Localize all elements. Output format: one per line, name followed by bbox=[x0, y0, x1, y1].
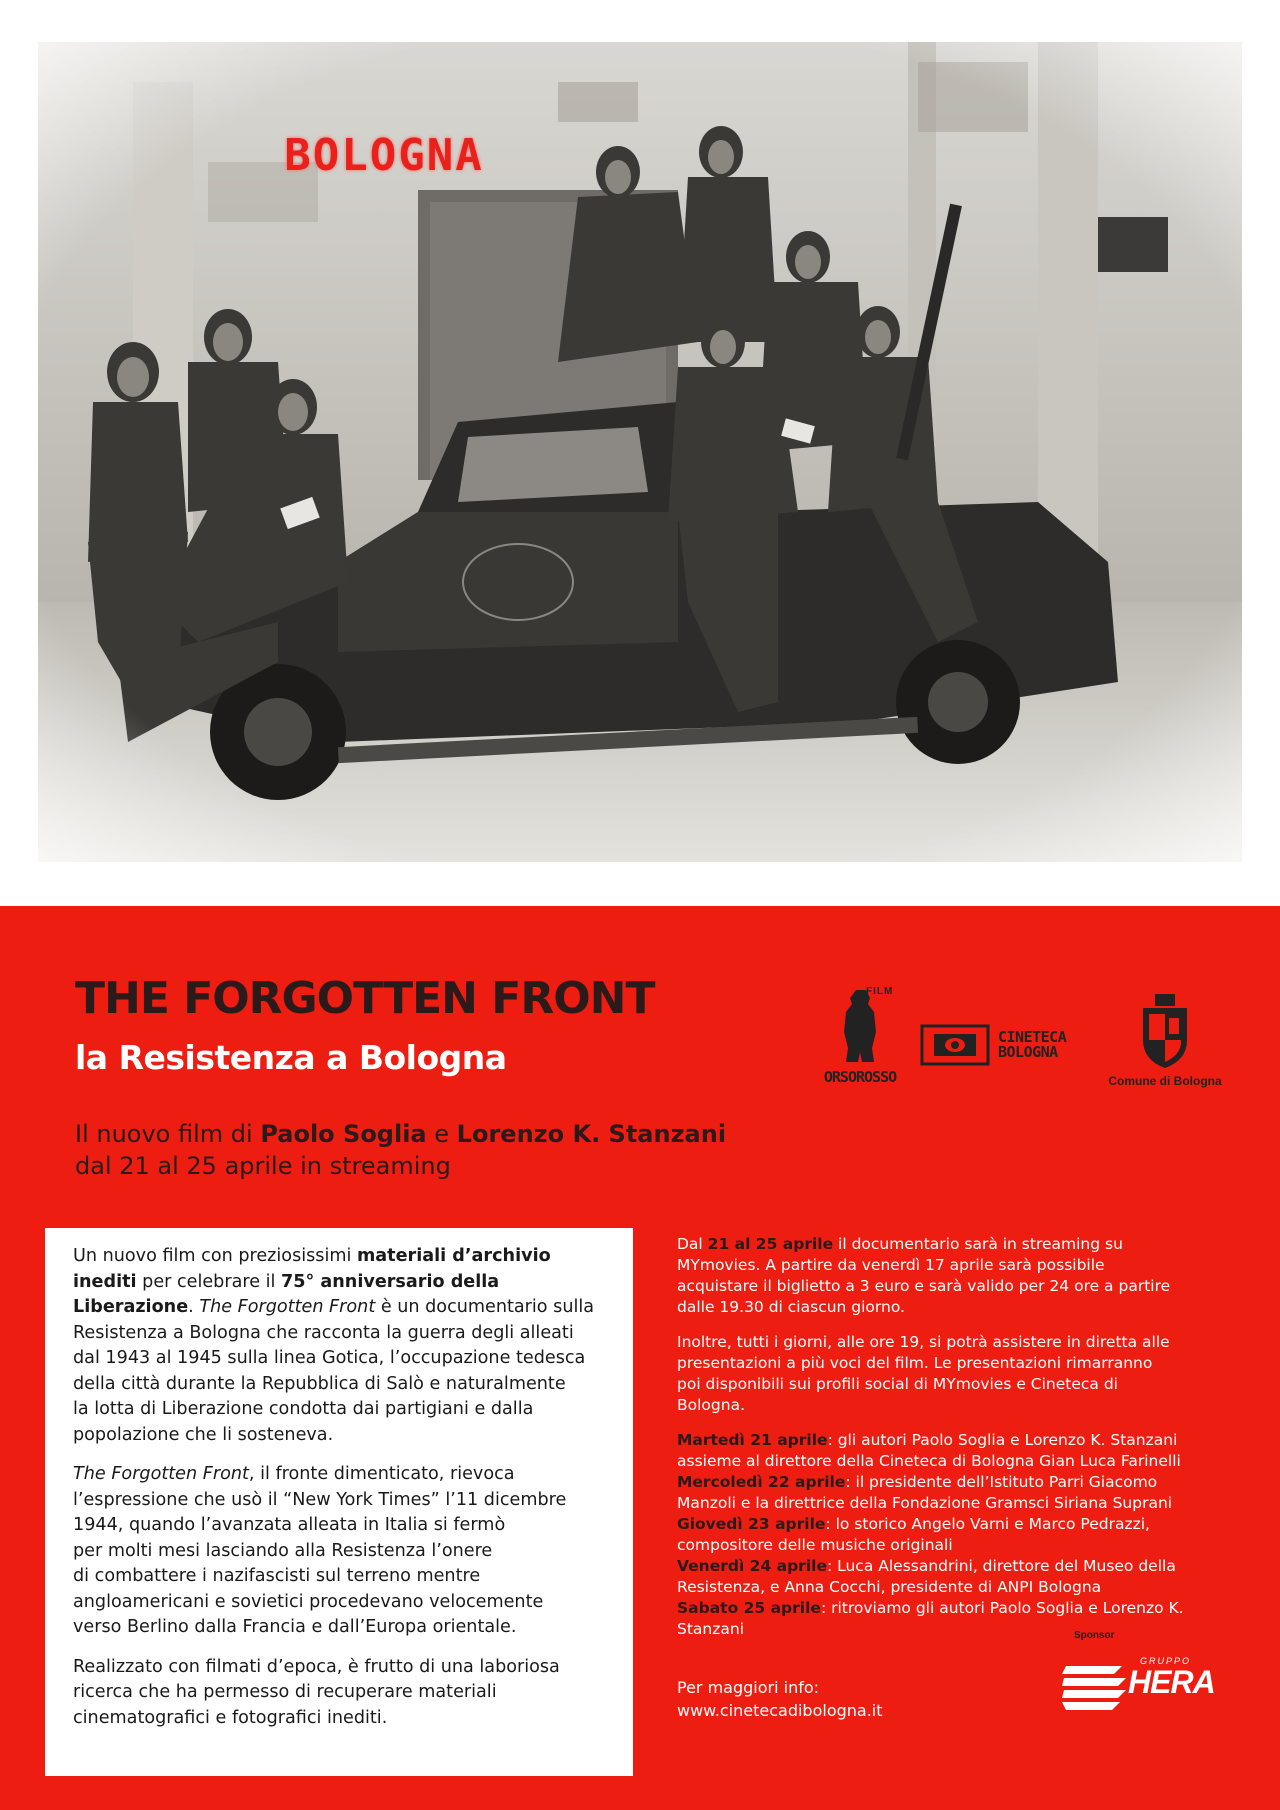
presentation-schedule bbox=[677, 1430, 1237, 1640]
bologna-station-sign: BOLOGNA bbox=[284, 129, 484, 181]
cineteca-line-2: BOLOGNA bbox=[998, 1043, 1058, 1061]
orsorosso-logo bbox=[820, 988, 900, 1086]
director-1: Paolo Soglia bbox=[260, 1120, 427, 1148]
schedule-item: Giovedì 23 aprile: lo storico Angelo Varni e Marco Pedrazzi, compositore delle musiche originali bbox=[677, 1515, 1150, 1554]
sponsor-label: Sponsor bbox=[1074, 1630, 1115, 1641]
hera-group-label: GRUPPO bbox=[1140, 1656, 1192, 1666]
partner-logos bbox=[800, 976, 1230, 1126]
directors-line bbox=[75, 1118, 795, 1150]
schedule-item: Venerdì 24 aprile: Luca Alessandrini, direttore del Museo della Resistenza, e Anna Cocchi, presidente di ANPI Bologna bbox=[677, 1557, 1176, 1596]
streaming-info bbox=[677, 1234, 1237, 1640]
orsorosso-film-label: FILM bbox=[866, 986, 894, 997]
directors-prefix: Il nuovo film di bbox=[75, 1120, 261, 1148]
orsorosso-name: ORSOROSSO bbox=[823, 1068, 897, 1086]
film-subtitle: la Resistenza a Bologna bbox=[75, 1038, 507, 1078]
website-link[interactable]: www.cinetecadibologna.it bbox=[677, 1701, 883, 1720]
film-info bbox=[75, 1118, 795, 1183]
more-info bbox=[677, 1676, 883, 1722]
dates-line: dal 21 al 25 aprile in streaming bbox=[75, 1152, 451, 1181]
film-title: THE FORGOTTEN FRONT bbox=[75, 973, 655, 1024]
description-box bbox=[45, 1228, 633, 1776]
hera-stripes-icon bbox=[1062, 1660, 1132, 1716]
description-paragraph-3: Realizzato con filmati d’epoca, è frutto di una laboriosa ricerca che ha permesso di recuperare materiali cinematografici e fotografici inediti. bbox=[73, 1656, 560, 1728]
comune-name: Comune di Bologna bbox=[1108, 1074, 1222, 1088]
cineteca-logo bbox=[920, 1024, 1080, 1066]
schedule-item: Mercoledì 22 aprile: il presidente dell’Istituto Parri Giacomo Manzoli e la direttrice della Fondazione Gramsci Siriana Suprani bbox=[677, 1473, 1173, 1512]
comune-logo bbox=[1100, 992, 1230, 1088]
cineteca-name bbox=[998, 1030, 1066, 1060]
cineteca-eye-icon bbox=[920, 1024, 990, 1066]
cineteca-line-1: CINETECA bbox=[998, 1028, 1067, 1046]
schedule-item: Martedì 21 aprile: gli autori Paolo Soglia e Lorenzo K. Stanzani assieme al direttore della Cineteca di Bologna Gian Luca Farinelli bbox=[677, 1431, 1181, 1470]
archive-photo bbox=[38, 42, 1242, 862]
bear-icon bbox=[838, 988, 882, 1064]
description-paragraph-1: Un nuovo film con preziosissimi materiali d’archivio inediti per celebrare il 75° anniversario della Liberazione. The Forgotten Front è un documentario sulla Resistenza a Bologna che racconta la guerra degli alleati dal 1943 al 1945 sulla linea Gotica, l’occupazione tedesca della città durante la Repubblica di Salò e naturalmente la lotta di Liberazione condotta dai partigiani e dalla popolazione che li sosteneva. bbox=[73, 1246, 595, 1445]
coat-of-arms-icon bbox=[1135, 992, 1195, 1070]
schedule-item: Sabato 25 aprile: ritroviamo gli autori Paolo Soglia e Lorenzo K. Stanzani bbox=[677, 1599, 1184, 1638]
streaming-paragraph-2: Inoltre, tutti i giorni, alle ore 19, si potrà assistere in diretta alle presentazioni a più voci del film. Le presentazioni rimarranno poi disponibili sui profili social di MYmovies e Cineteca di Bologna. bbox=[677, 1333, 1170, 1414]
red-panel bbox=[0, 906, 1280, 1810]
description-paragraph-2: The Forgotten Front, il fronte dimenticato, rievoca l’espressione che usò il “New York Times” l’11 dicembre 1944, quando l’avanzata alleata in Italia si fermò per molti mesi lasciando alla Resistenza l’onere di combattere i nazifascisti sul terreno mentre angloamericani e sovietici procedevano velocemente verso Berlino dalla Francia e dall’Europa orientale. bbox=[73, 1464, 567, 1637]
more-info-label: Per maggiori info: bbox=[677, 1678, 820, 1697]
streaming-paragraph-1: Dal 21 al 25 aprile il documentario sarà in streaming su MYmovies. A partire da venerdì 17 aprile sarà possibile acquistare il biglietto a 3 euro e sarà valido per 24 ore a partire dalle 19.30 di ciascun giorno. bbox=[677, 1235, 1171, 1316]
title-block bbox=[75, 973, 735, 1078]
directors-conj: e bbox=[426, 1120, 457, 1148]
hera-logo bbox=[1062, 1656, 1215, 1712]
hera-name: HERA bbox=[1128, 1664, 1215, 1700]
director-2: Lorenzo K. Stanzani bbox=[456, 1120, 727, 1148]
